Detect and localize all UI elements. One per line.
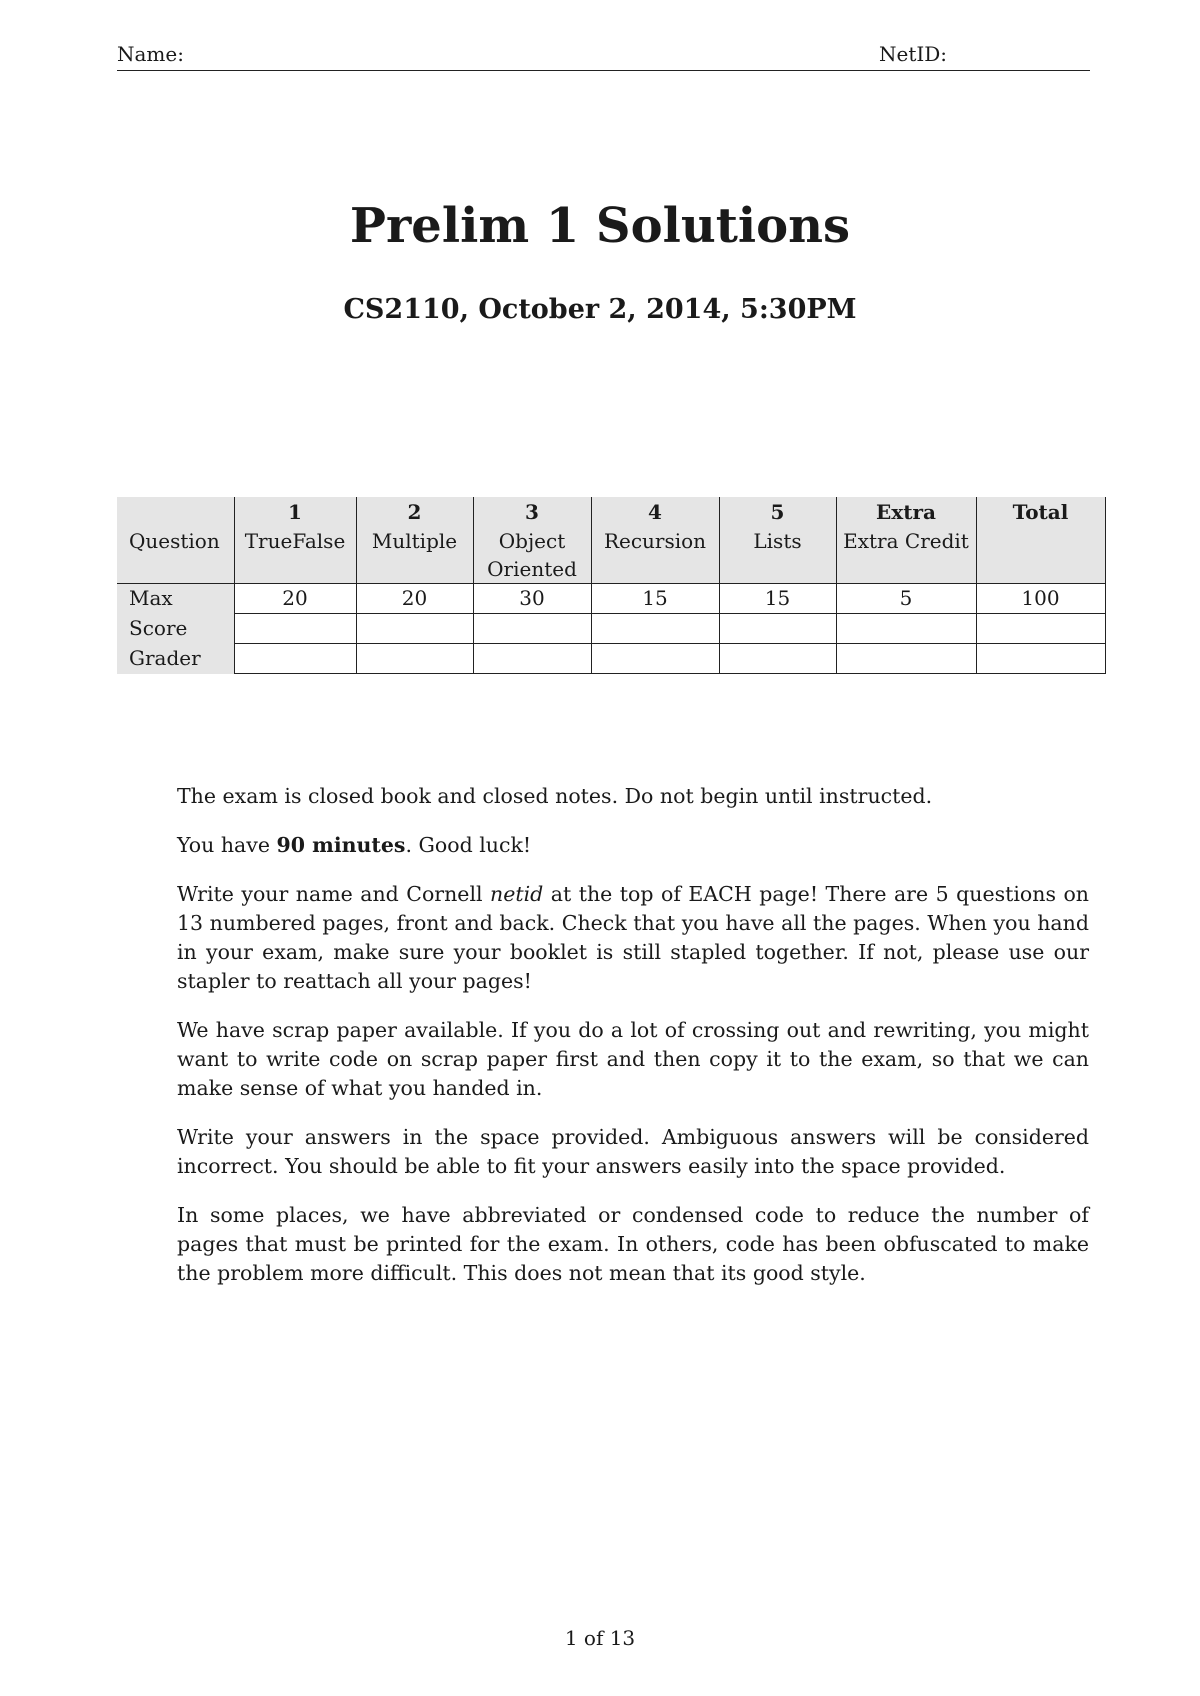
max-cell: 5: [836, 584, 976, 614]
grader-cell[interactable]: [591, 644, 719, 674]
max-cell: 15: [719, 584, 836, 614]
instruction-text: . Good luck!: [405, 833, 532, 857]
score-cell[interactable]: [719, 614, 836, 644]
row-label: Score: [117, 614, 234, 644]
page-header: [117, 40, 1090, 71]
column-name: Object Oriented: [487, 529, 577, 581]
grader-cell[interactable]: [356, 644, 473, 674]
max-cell: 20: [356, 584, 473, 614]
column-number: 3: [525, 500, 539, 524]
column-header-extra: [836, 497, 976, 584]
max-row: [117, 584, 1105, 614]
column-name: Recursion: [603, 529, 707, 553]
column-name: Multiple: [371, 529, 458, 553]
row-label: Grader: [117, 644, 234, 674]
max-cell: 30: [473, 584, 591, 614]
grader-cell[interactable]: [719, 644, 836, 674]
score-cell[interactable]: [473, 614, 591, 644]
netid-label: NetID:: [879, 42, 948, 66]
question-header: Question: [129, 529, 220, 553]
score-cell[interactable]: [356, 614, 473, 644]
column-header-4: [591, 497, 719, 584]
instruction-paragraph: We have scrap paper available. If you do a lot of crossing out and rewriting, you might want to write code on scrap paper first and then copy it to the exam, so that we can make sense of what you handed in.: [177, 1018, 1089, 1100]
instructions: [177, 782, 1089, 1308]
instruction-paragraph: In some places, we have abbreviated or condensed code to reduce the number of pages that must be printed for the exam. In others, code has been obfuscated to make the problem more difficult. This does not mean that its good style.: [177, 1203, 1089, 1285]
score-row: [117, 614, 1105, 644]
grader-cell[interactable]: [836, 644, 976, 674]
max-cell: 15: [591, 584, 719, 614]
instruction-paragraph: [177, 831, 1089, 860]
column-number: Extra: [876, 500, 936, 524]
instruction-paragraph: [177, 880, 1089, 996]
exam-subtitle: CS2110, October 2, 2014, 5:30PM: [343, 294, 857, 325]
column-name: TrueFalse: [244, 529, 346, 553]
grader-cell[interactable]: [234, 644, 356, 674]
column-header-total: [976, 497, 1105, 584]
grader-cell[interactable]: [976, 644, 1105, 674]
exam-title: Prelim 1 Solutions: [349, 198, 851, 254]
column-number: Total: [1012, 500, 1069, 524]
column-number: 5: [770, 500, 785, 524]
grader-cell[interactable]: [473, 644, 591, 674]
score-cell[interactable]: [976, 614, 1105, 644]
column-header-1: [234, 497, 356, 584]
score-table: [117, 497, 1106, 674]
max-cell: 100: [976, 584, 1105, 614]
column-header-3: [473, 497, 591, 584]
row-label: Max: [117, 584, 234, 614]
time-limit: 90 minutes: [276, 833, 406, 857]
column-number: 1: [288, 500, 302, 524]
score-cell[interactable]: [234, 614, 356, 644]
max-cell: 20: [234, 584, 356, 614]
name-label: Name:: [117, 42, 184, 66]
question-header-cell: [117, 497, 234, 584]
instruction-text: at the top of EACH page! There are 5 questions on 13 numbered pages, front and back. Check that you have all the pages. When you hand in your exam, make sure your booklet is still stapled together. If not, please use our stapler to reattach all your pages!: [177, 882, 1089, 993]
table-header-row: [117, 497, 1105, 584]
instruction-text: Write your name and Cornell: [177, 882, 491, 906]
instruction-paragraph: The exam is closed book and closed notes. Do not begin until instructed.: [177, 784, 933, 808]
column-number: 2: [407, 500, 422, 524]
column-number: 4: [648, 500, 662, 524]
column-name: Lists: [753, 529, 802, 553]
grader-row: [117, 644, 1105, 674]
netid-emphasis: netid: [490, 882, 544, 906]
column-header-2: [356, 497, 473, 584]
instruction-text: You have: [177, 833, 277, 857]
score-cell[interactable]: [591, 614, 719, 644]
column-name: Extra Credit: [843, 529, 969, 553]
column-header-5: [719, 497, 836, 584]
instruction-paragraph: Write your answers in the space provided. Ambiguous answers will be considered incorrect. You should be able to fit your answers easily into the space provided.: [177, 1125, 1089, 1178]
page-number: 1 of 13: [564, 1626, 636, 1650]
score-cell[interactable]: [836, 614, 976, 644]
